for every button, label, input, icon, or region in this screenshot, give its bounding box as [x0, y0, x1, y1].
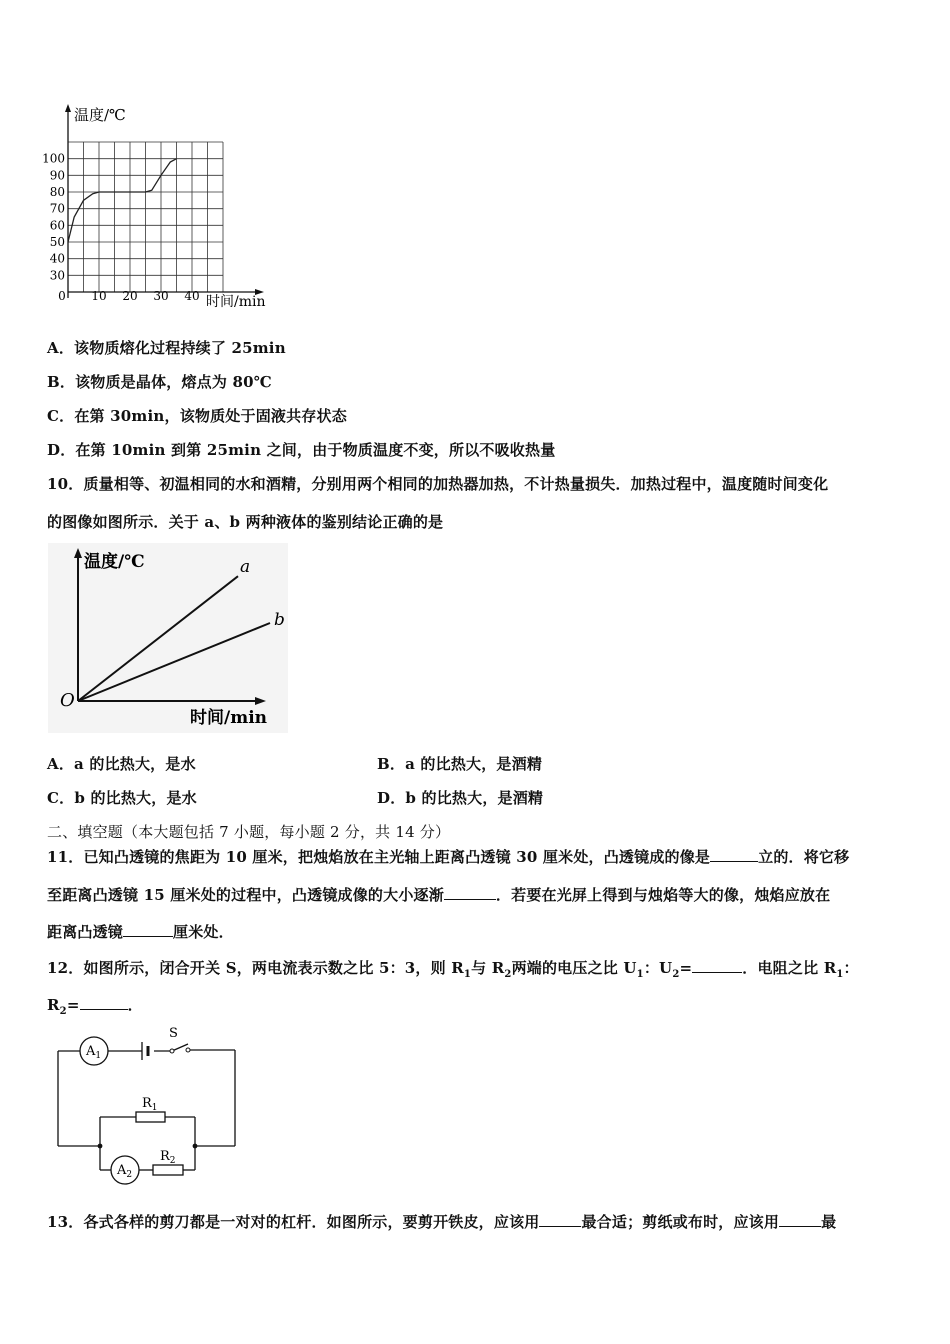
q12-text-1: 12．如图所示，闭合开关 S，两电流表示数之比 5：3，则 R: [47, 959, 464, 977]
switch-contact-icon: [186, 1048, 190, 1052]
q11-text-1: 11．已知凸透镜的焦距为 10 厘米，把烛焰放在主光轴上距离凸透镜 30 厘米处，凸透镜成的像是: [47, 848, 711, 866]
ammeter-a2-label: $A_2$: [117, 1163, 133, 1180]
q13-text-3: 最: [821, 1213, 837, 1231]
q13-text-1: 13．各式各样的剪刀都是一对对的杠杆．如图所示，要剪开铁皮，应该用: [47, 1213, 540, 1231]
resistor-r1-icon: [136, 1112, 165, 1122]
melting-graph-grid: [68, 142, 223, 292]
q11-text-3: 至距离凸透镜 15 厘米处的过程中，凸透镜成像的大小逐渐: [47, 886, 444, 904]
q10-option-b: B．a 的比热大，是酒精: [377, 755, 543, 773]
q11-text-4: ．若要在光屏上得到与烛焰等大的像，烛焰应放在: [495, 886, 831, 904]
heating-graph-xlabel: 时间/min: [190, 708, 268, 728]
q11-line2: [47, 884, 830, 905]
q12-text-5: =: [679, 959, 693, 977]
x-tick-label: 40: [184, 289, 200, 303]
y-tick-label: 40: [49, 251, 65, 266]
q9-option-c: C．在第 30min，该物质处于固液共存状态: [47, 407, 347, 425]
q11-text-2: 立的．将它移: [758, 848, 850, 866]
q10-option-d: D．b 的比热大，是酒精: [377, 789, 544, 807]
q13-text-2: 最合适；剪纸或布时，应该用: [581, 1213, 780, 1231]
resistor-r2-icon: [153, 1165, 183, 1175]
q12-blank-2: [80, 995, 128, 1010]
q12-sub: 2: [672, 969, 680, 980]
q10-option-c: C．b 的比热大，是水: [47, 789, 197, 807]
y-tick-label: 50: [49, 235, 65, 249]
y-tick-label: 100: [42, 151, 65, 166]
switch-label: S: [169, 1026, 178, 1041]
q12-sub: 2: [504, 969, 512, 980]
junction-dot-icon: [98, 1144, 103, 1149]
heating-graph: [48, 543, 288, 733]
q11-text-5: 距离凸透镜: [47, 923, 124, 941]
melting-graph-curve: [68, 159, 177, 242]
q12-text-2: 与 R: [471, 959, 505, 977]
melting-graph: [40, 100, 290, 315]
junction-dot-icon: [193, 1144, 198, 1149]
y-tick-label: 90: [49, 168, 65, 183]
heating-graph-ylabel: 温度/℃: [84, 552, 145, 572]
q11-blank-1: [710, 847, 758, 862]
q12-sub: 1: [636, 969, 644, 980]
q12-text-4: ：U: [643, 959, 673, 977]
q11-blank-2: [444, 885, 496, 900]
q11-line3: [47, 921, 234, 942]
q11-line1: [47, 846, 849, 867]
q12-blank-1: [692, 958, 742, 973]
q12-text-8: R: [47, 996, 60, 1014]
q13-blank-1: [539, 1212, 581, 1227]
x-tick-label: 20: [122, 289, 138, 303]
q12-sub: 1: [836, 969, 844, 980]
q11-blank-3: [123, 922, 173, 937]
q13-blank-2: [779, 1212, 821, 1227]
q9-option-d: D．在第 10min 到第 25min 之间，由于物质温度不变，所以不吸收热量: [47, 441, 556, 459]
resistor-r1-label: $R_1$: [142, 1096, 158, 1113]
q10-line2: 的图像如图所示．关于 a、b 两种液体的鉴别结论正确的是: [47, 513, 444, 531]
switch-contact-icon: [170, 1049, 174, 1053]
ammeter-a1-label: $A_1$: [86, 1044, 102, 1061]
melting-graph-xlabel: 时间/min: [206, 294, 266, 310]
y-tick-label: 30: [49, 268, 65, 283]
q13-line1: [47, 1211, 836, 1232]
circuit-diagram: [50, 1022, 250, 1192]
melting-graph-ylabel: 温度/℃: [74, 106, 126, 124]
x-tick-label: 30: [153, 289, 169, 303]
resistor-r2-label: $R_2$: [160, 1149, 176, 1166]
melting-graph-y-arrow: [65, 104, 71, 112]
q9-option-b: B．该物质是晶体，熔点为 80℃: [47, 373, 272, 391]
x-tick-label: 0: [58, 289, 66, 303]
x-tick-label: 10: [91, 289, 107, 303]
q12-sub: 2: [59, 1006, 67, 1017]
q12-text-6: ．电阻之比 R: [742, 959, 837, 977]
q12-text-9: =: [66, 996, 80, 1014]
y-tick-label: 60: [49, 218, 65, 233]
y-tick-label: 80: [49, 185, 65, 199]
q12-text-10: ．: [127, 996, 143, 1014]
q12-text-3: 两端的电压之比 U: [511, 959, 637, 977]
q12-line2: [47, 994, 143, 1017]
q12-sub: 1: [463, 969, 472, 980]
q12-text-7: ：: [843, 959, 859, 977]
q9-option-a: A．该物质熔化过程持续了 25min: [47, 339, 286, 357]
q11-text-6: 厘米处．: [173, 923, 234, 941]
section-2-heading: 二、填空题（本大题包括 7 小题，每小题 2 分，共 14 分）: [47, 823, 451, 841]
q10-line1: 10．质量相等、初温相同的水和酒精，分别用两个相同的加热器加热，不计热量损失．加热过程中，温度随时间变化: [47, 475, 829, 493]
y-tick-label: 70: [49, 201, 65, 216]
q12-line1: [47, 957, 859, 980]
heating-graph-origin: O: [60, 690, 75, 711]
heating-graph-label-a: a: [240, 557, 251, 578]
heating-graph-label-b: b: [274, 610, 285, 630]
q10-option-a: A．a 的比热大，是水: [47, 755, 196, 773]
